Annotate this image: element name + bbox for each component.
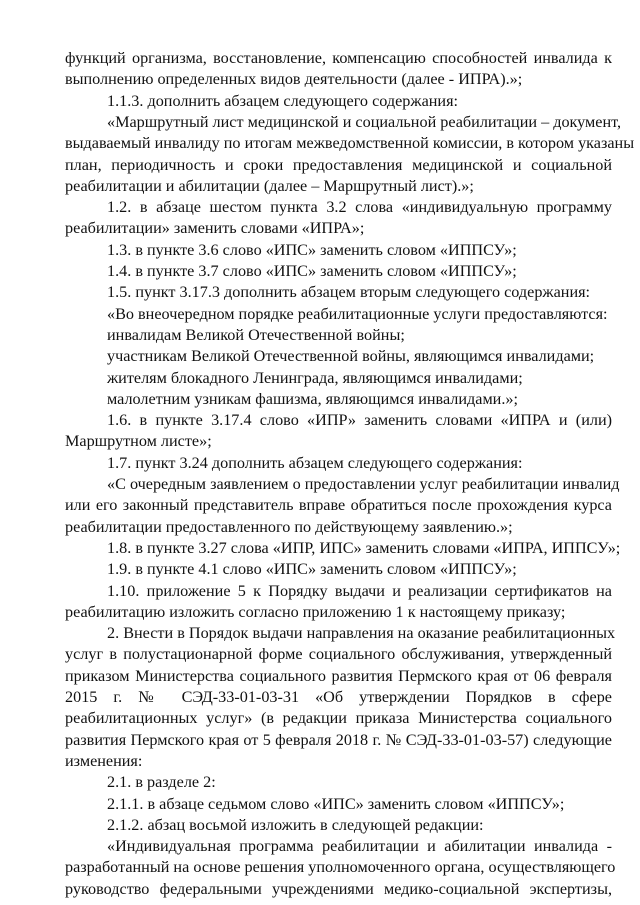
text-line: участникам Великой Отечественной войны, являющимся инвалидами; bbox=[107, 347, 595, 366]
text-line: выдаваемый инвалиду по итогам межведомственной комиссии, в котором указаны bbox=[65, 134, 635, 153]
text-line: реабилитации» заменить словами «ИПРА»; bbox=[65, 219, 365, 238]
text-line: разработанный на основе решения уполномоченного органа, осуществляющего bbox=[65, 858, 616, 877]
text-line: реабилитации и абилитации (далее – Маршрутный лист).»; bbox=[65, 176, 474, 195]
text-line: 2. Внести в Порядок выдачи направления на оказание реабилитационных bbox=[107, 624, 616, 643]
text-line: 1.10. приложение 5 к Порядку выдачи и реализации сертификатов на bbox=[107, 581, 612, 600]
text-line: 1.5. пункт 3.17.3 дополнить абзацем вторым следующего содержания: bbox=[107, 283, 591, 302]
text-line: 1.7. пункт 3.24 дополнить абзацем следующего содержания: bbox=[107, 453, 523, 472]
text-line: реабилитацию изложить согласно приложению 1 к настоящему приказу; bbox=[65, 602, 566, 621]
text-line: функций организма, восстановление, компенсацию способностей инвалида к bbox=[65, 49, 612, 67]
text-line: изменения: bbox=[65, 751, 143, 770]
text-line: Маршрутном листе»; bbox=[65, 432, 212, 451]
text-line: реабилитационных услуг» (в редакции приказа Министерства социального bbox=[65, 709, 612, 728]
text-line: 2.1.1. в абзаце седьмом слово «ИПС» заменить словом «ИППСУ»; bbox=[107, 794, 565, 813]
text-line: «Маршрутный лист медицинской и социальной реабилитации – документ, bbox=[107, 112, 622, 131]
text-line: «Во внеочередном порядке реабилитационные услуги предоставляются: bbox=[107, 304, 608, 323]
text-line: 1.1.3. дополнить абзацем следующего содержания: bbox=[107, 91, 459, 110]
text-line: выполнению определенных видов деятельности (далее - ИПРА).»; bbox=[65, 70, 523, 89]
text-line: 1.4. в пункте 3.7 слово «ИПС» заменить словом «ИППСУ»; bbox=[107, 262, 517, 280]
text-line: жителям блокадного Ленинграда, являющимся инвалидами; bbox=[107, 368, 523, 387]
text-line: 1.3. в пункте 3.6 слово «ИПС» заменить словом «ИППСУ»; bbox=[107, 240, 517, 259]
text-line: 2.1. в разделе 2: bbox=[107, 773, 216, 792]
text-line: 1.9. в пункте 4.1 слово «ИПС» заменить словом «ИППСУ»; bbox=[107, 560, 517, 579]
text-line: или его законный представитель вправе обратиться после прохождения курса bbox=[65, 496, 612, 515]
text-line: услуг в полустационарной форме социального обслуживания, утвержденный bbox=[65, 645, 612, 664]
text-line: «С очередным заявлением о предоставлении услуг реабилитации инвалид bbox=[107, 475, 620, 493]
text-line: развития Пермского края от 5 февраля 2018 г. № СЭД-33-01-03-57) следующие bbox=[65, 730, 612, 749]
text-line: 1.2. в абзаце шестом пункта 3.2 слова «индивидуальную программу bbox=[107, 198, 612, 217]
text-line: руководство федеральными учреждениями медико-социальной экспертизы, bbox=[65, 879, 612, 898]
text-line: 1.6. в пункте 3.17.4 слово «ИПР» заменить словами «ИПРА и (или) bbox=[107, 411, 612, 430]
text-line: малолетним узникам фашизма, являющимся инвалидами.»; bbox=[107, 389, 518, 408]
text-line: «Индивидуальная программа реабилитации и абилитации инвалида - bbox=[107, 837, 612, 856]
text-line: 2015 г. № СЭД-33-01-03-31 «Об утверждении Порядков в сфере bbox=[65, 688, 612, 706]
text-line: план, периодичность и сроки предоставления медицинской и социальной bbox=[65, 155, 612, 174]
text-line: 2.1.2. абзац восьмой изложить в следующей редакции: bbox=[107, 815, 484, 834]
text-line: реабилитации предоставленного по действующему заявлению.»; bbox=[65, 517, 513, 536]
text-line: 1.8. в пункте 3.27 слова «ИПР, ИПС» заменить словами «ИПРА, ИППСУ»; bbox=[107, 538, 621, 557]
text-line: приказом Министерства социального развития Пермского края от 06 февраля bbox=[65, 666, 612, 685]
text-line: инвалидам Великой Отечественной войны; bbox=[107, 325, 405, 344]
